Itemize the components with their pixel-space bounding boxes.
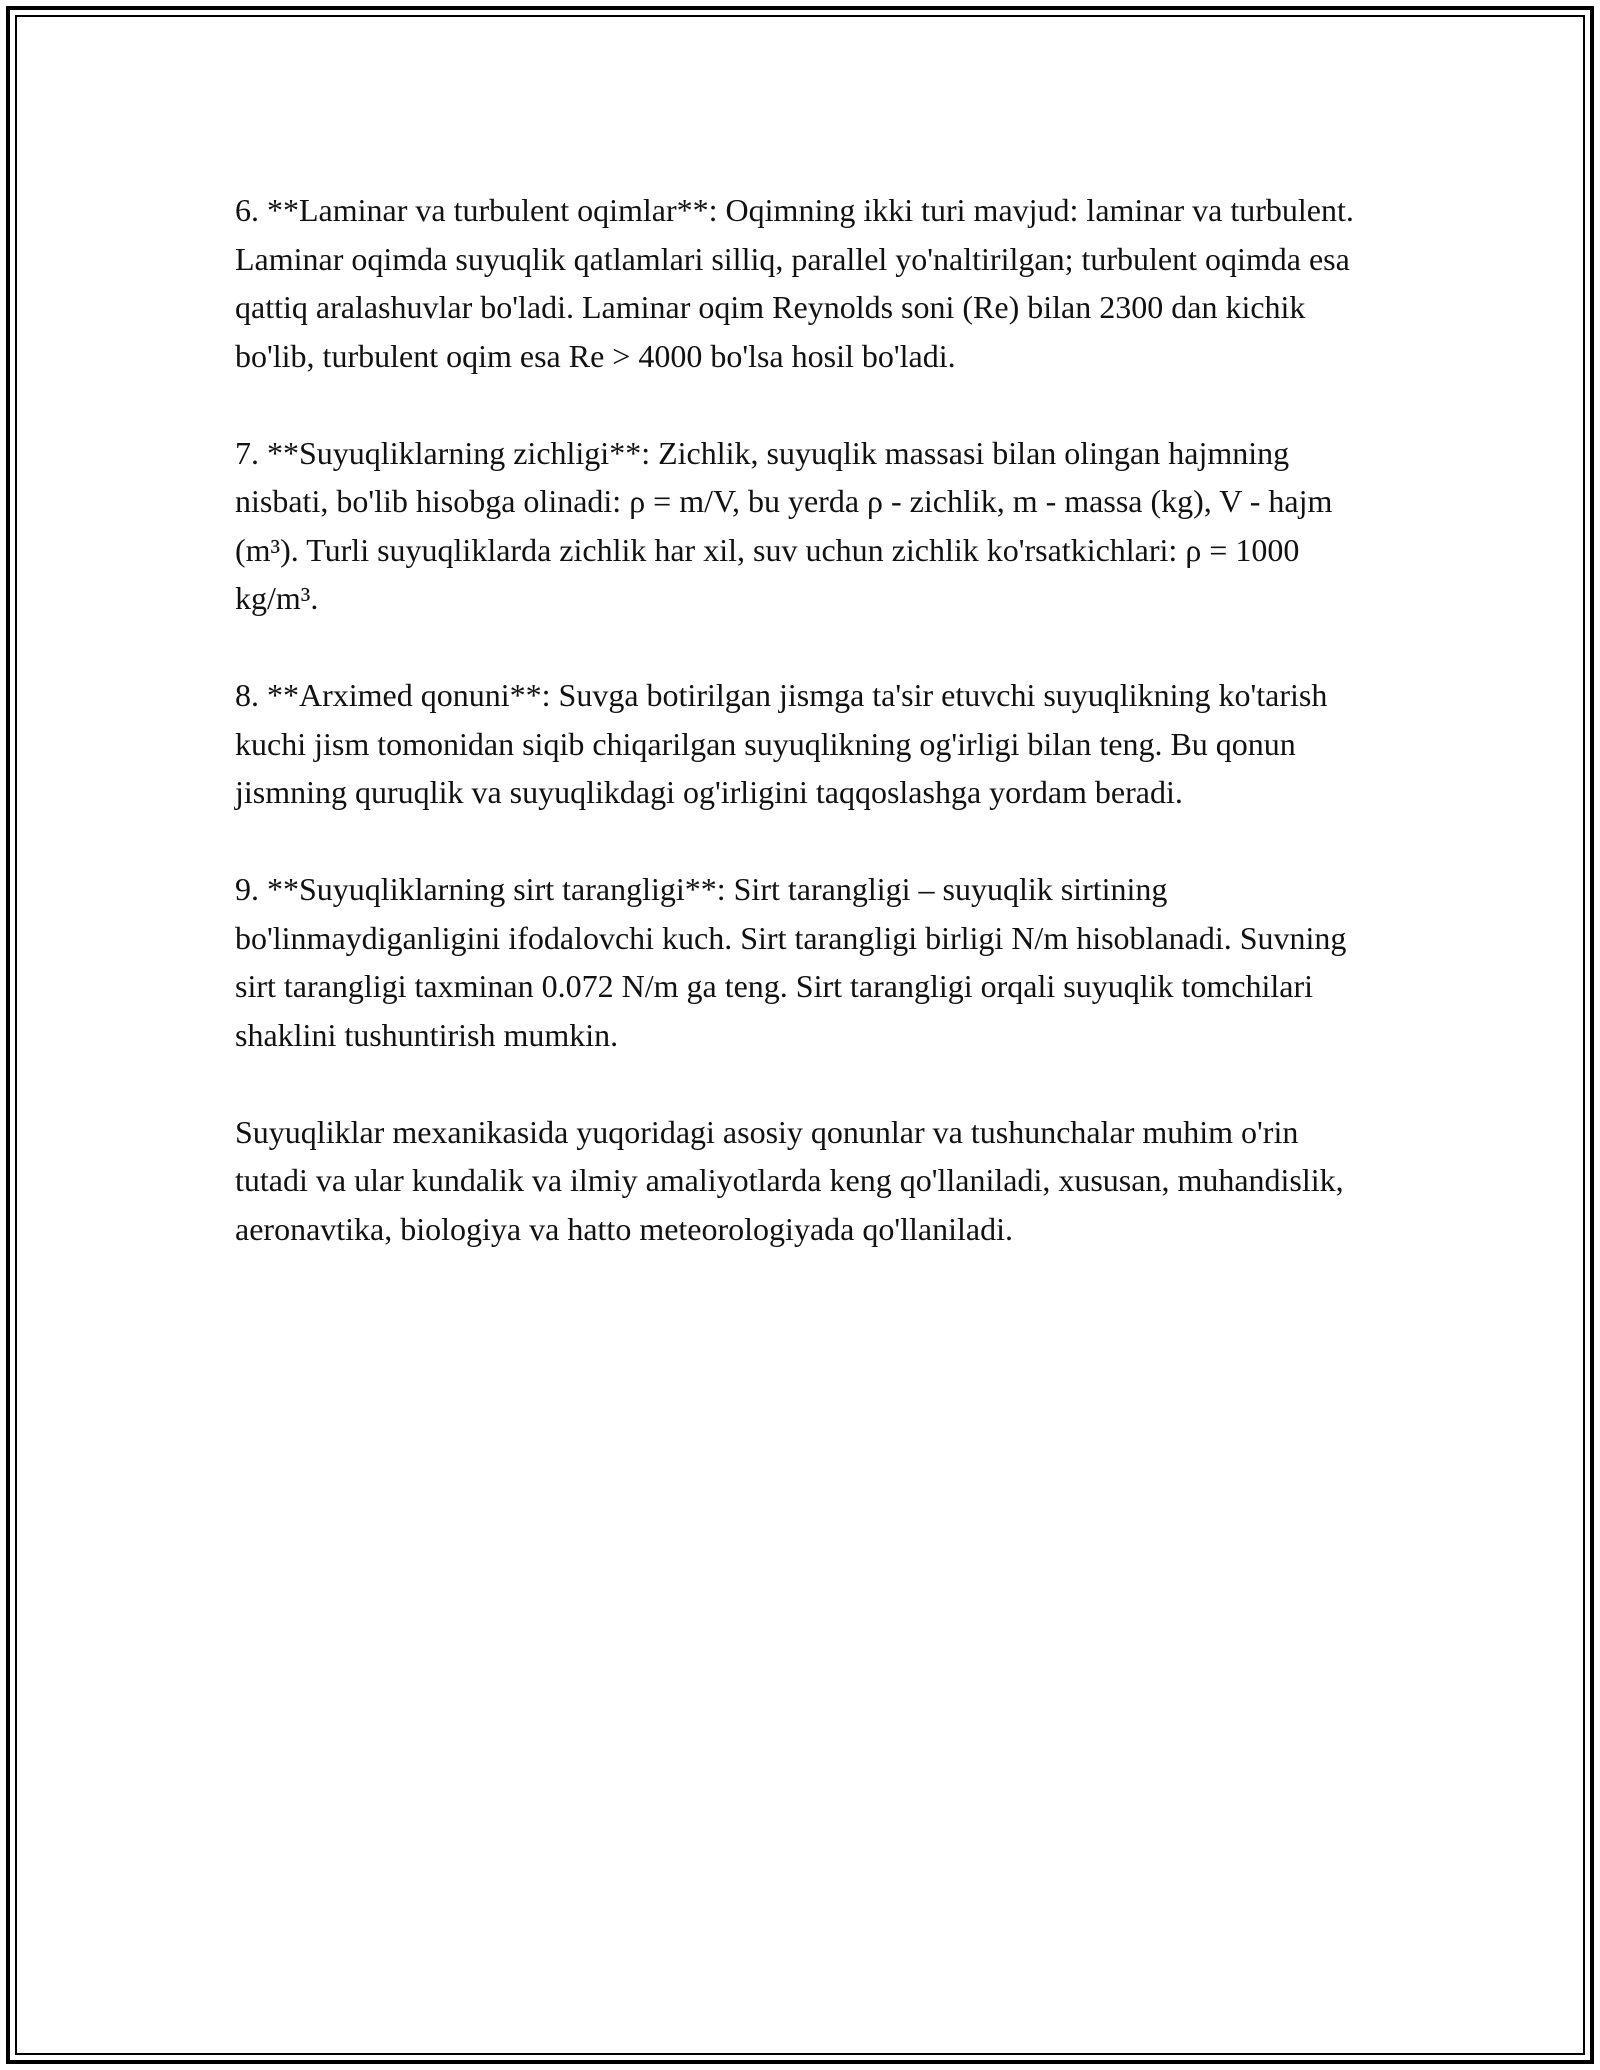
paragraph-density: 7. **Suyuqliklarning zichligi**: Zichlik, suyuqlik massasi bilan olingan hajmning nisbati, bo'lib hisobga olinadi: ρ = m/V, bu yerda ρ - zichlik, m - massa (kg), V - hajm (m³). Turli suyuqliklarda zichlik har xil, suv uchun zichlik ko'rsatkichlari: ρ = 1000 kg/m³. [235,434,1333,616]
paragraph-archimedes: 8. **Arximed qonuni**: Suvga botirilgan jismga ta'sir etuvchi suyuqlikning ko'tarish kuchi jism tomonidan siqib chiqarilgan suyuqlikning og'irligi bilan teng. Bu qonun jismning quruqlik va suyuqlikdagi og'irligini taqqoslashga yordam beradi. [235,677,1328,810]
paragraph-surface-tension: 9. **Suyuqliklarning sirt tarangligi**: Sirt tarangligi – suyuqlik sirtining bo'linmaydiganligini ifodalovchi kuch. Sirt tarangligi birligi N/m hisoblanadi. Suvning sirt tarangligi taxminan 0.072 N/m ga teng. Sirt tarangligi orqali suyuqlik tomchilari shaklini tushuntirish mumkin. [235,871,1347,1053]
paragraph-laminar-turbulent: 6. **Laminar va turbulent oqimlar**: Oqimning ikki turi mavjud: laminar va turbulent. Laminar oqimda suyuqlik qatlamlari silliq, parallel yo'naltirilgan; turbulent oqimda esa qattiq aralashuvlar bo'ladi. Laminar oqim Reynolds soni (Re) bilan 2300 dan kichik bo'lib, turbulent oqim esa Re > 4000 bo'lsa hosil bo'ladi. [235,192,1354,374]
paragraph-conclusion: Suyuqliklar mexanikasida yuqoridagi asosiy qonunlar va tushunchalar muhim o'rin tutadi va ular kundalik va ilmiy amaliyotlarda keng qo'llaniladi, xususan, muhandislik, aeronavtika, biologiya va hatto meteorologiyada qo'llaniladi. [235,1113,1344,1247]
document-body [235,186,1375,1302]
